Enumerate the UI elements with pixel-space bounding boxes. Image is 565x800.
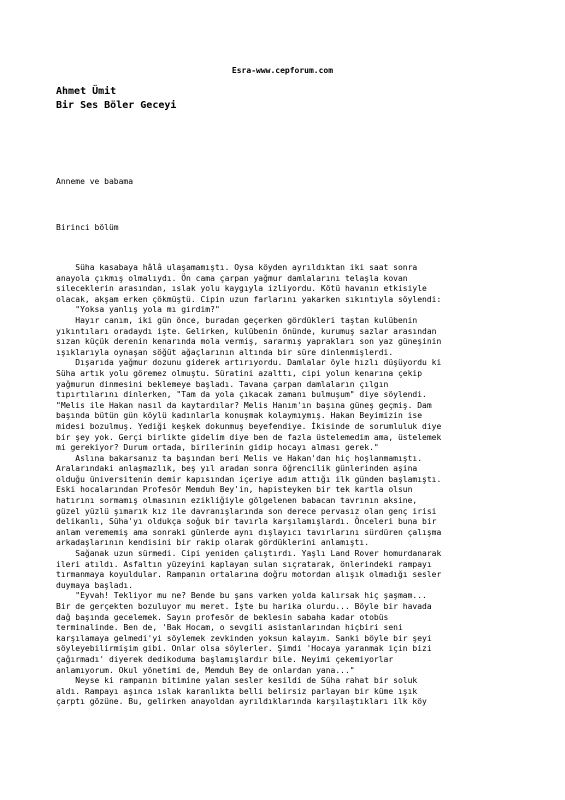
text-line: mi gerekiyor? Durum ortada, birilerinin gidip hocayı alması gerek." bbox=[56, 443, 379, 453]
text-line: Hayır canım, iki gün önce, buradan geçerken gördükleri taştan kulübenin bbox=[56, 315, 418, 325]
text-line: anlamıyorum. Okul yönetimi de, Memduh Bey de onlardan yana..." bbox=[56, 665, 355, 675]
dedication: Anneme ve babama bbox=[56, 177, 134, 186]
text-line: yıkıntıları oradaydı işte. Gelirken, kulübenin önünde, kurumuş sazlar arasından bbox=[56, 326, 437, 336]
chapter-heading: Birinci bölüm bbox=[56, 223, 119, 232]
text-line: Bir de gerçekten bozuluyor mu meret. İşte bu harika olurdu... Böyle bir havada bbox=[56, 602, 432, 611]
text-line: delikanlı, Süha'yı oldukça soğuk bir tavırla karşılamışlardı. Önceleri buna bir bbox=[56, 517, 437, 527]
text-line: midesi bozulmuş. Yediği keşkek dokunmuş beyefendiye. İkisinde de sorumluluk diye bbox=[56, 421, 442, 431]
text-line: Süha kasabaya hâlâ ulaşamamıştı. Oysa köyden ayrıldıktan iki saat sonra bbox=[56, 263, 418, 272]
text-line: Eski hocalarından Profesör Memduh Bey'in, hapisteyken bir tek kartla olsun bbox=[56, 485, 413, 495]
text-line: anayola çıkmış olmalıydı. Ön cama çarpan yağmur damlalarını telaşla kovan bbox=[56, 273, 408, 283]
text-line: terminalinde. Ben de, 'Bak Hocam, o sevgili asistanlarından hiçbiri seni bbox=[56, 623, 403, 633]
text-line: yağmurun dinmesini beklemeye başladı. Tavana çarpan damlaların çılgın bbox=[56, 379, 389, 389]
text-line: Aralarındaki anlaşmazlık, beş yıl aradan sonra öğrencilik günlerinden aşina bbox=[56, 464, 418, 474]
text-line: Dışarıda yağmur dozunu giderek artırıyordu. Damlalar öyle hızlı düşüyordu ki bbox=[56, 358, 442, 368]
book-title: Bir Ses Böler Geceyi bbox=[56, 100, 177, 111]
text-line: tıpırtılarını dinlerken, "Tam da yola çıkacak zamanı bulmuşum" diye söylendi. bbox=[56, 390, 427, 400]
author-name: Ahmet Ümit bbox=[56, 86, 117, 97]
text-line: "Melis ile Hakan nasıl da kaytardılar? Melis Hanım'ın başına güneş geçmiş. Dam bbox=[56, 400, 432, 410]
page-header: Esra-www.cepforum.com bbox=[231, 66, 334, 75]
text-line: Sağanak uzun sürmedi. Cipi yeniden çalıştırdı. Yaşlı Land Rover homurdanarak bbox=[56, 549, 442, 559]
text-line: dağ başında gecelemek. Sayın profesör de beklesin sabaha kadar otobüs bbox=[56, 612, 389, 622]
text-line: çağırmadı' diyerek dedikoduma başlamışlardır bile. Neyimi çekemiyorlar bbox=[56, 654, 394, 664]
text-line: ışıklarıyla oynaşan söğüt ağaçlarının altında bir süre dinlenmişlerdi. bbox=[56, 347, 394, 357]
text-line: söyleyebilirmişim gibi. Onlar olsa söylerler. Şimdi 'Hocaya yaranmak için bizi bbox=[56, 644, 432, 654]
text-line: Neyse ki rampanın bitimine yalan sesler kesildi de Süha rahat bir soluk bbox=[56, 676, 418, 686]
text-line: Aslına bakarsanız ta başından beri Melis ve Hakan'dan hiç hoşlanmamıştı. bbox=[56, 453, 423, 463]
text-line: karşılamaya gelmedi'yi söylemek zevkinden yoksun kalayım. Sanki böyle bir şeyi bbox=[56, 633, 432, 643]
text-line: Süha artık yolu göremez olmuştu. Süratini azalttı, cipi yolun kenarına çekip bbox=[56, 368, 423, 378]
text-line: arkadaşlarının kendisini bir rakip olarak gördüklerini anlamıştı. bbox=[56, 538, 370, 548]
text-line: "Yoksa yanlış yola mı girdim?" bbox=[56, 305, 220, 315]
text-line: sileceklerin arasından, ıslak yolu kaygıyla izliyordu. Kötü havanın etkisiyle bbox=[56, 284, 427, 294]
text-line: bir şey yok. Gerçi birlikte gidelim diye ben de fazla üstelemedim ama, üstelemek bbox=[56, 432, 442, 442]
text-line: sızan küçük derenin kenarında mola vermiş, sararmış yaprakları son yaz güneşinin bbox=[56, 337, 442, 347]
text-line: olduğu üniversitenin demir kapısından içeriye adım attığı ilk günden başlamıştı. bbox=[56, 474, 442, 484]
text-line: anlam verememiş ama sonraki günlerde aynı dışlayıcı tavırlarını sürdüren çalışma bbox=[56, 527, 442, 537]
body-text bbox=[56, 263, 516, 708]
text-line: hatırını sormamış olmasının ezikliğiyle gölgelenen babacan tavrının aksine, bbox=[56, 496, 418, 506]
text-line: ileri atıldı. Asfaltın yüzeyini kaplayan sulan sıçratarak, önlerindeki rampayı bbox=[56, 559, 432, 569]
text-line: güzel yüzlü şımarık kız ile davranışlarında son derece pervasız olan genç irisi bbox=[56, 506, 437, 516]
text-line: çarptı gözüne. Bu, gelirken anayoldan ayrıldıklarında karşılaştıkları ilk köy bbox=[56, 697, 427, 707]
text-line: "Eyvah! Tekliyor mu ne? Bende bu şans varken yolda kalırsak hiç şaşmam... bbox=[56, 591, 427, 601]
text-line: duymaya başladı. bbox=[56, 580, 134, 590]
text-line: başında bütün gün köylü kadınlarla konuşmak kolaymıymış. Hakan Beyimizin ise bbox=[56, 411, 423, 421]
text-line: aldı. Rampayı aşınca ıslak karanlıkta belli belirsiz parlayan bir küme ışık bbox=[56, 686, 418, 696]
text-line: olacak, akşam erken çökmüştü. Cipin uzun farlarını yakarken sıkıntıyla söylendi: bbox=[56, 294, 442, 304]
text-line: tırmanmaya koyuldular. Rampanın ortalarına doğru motordan alışık olmadığı sesler bbox=[56, 570, 442, 580]
